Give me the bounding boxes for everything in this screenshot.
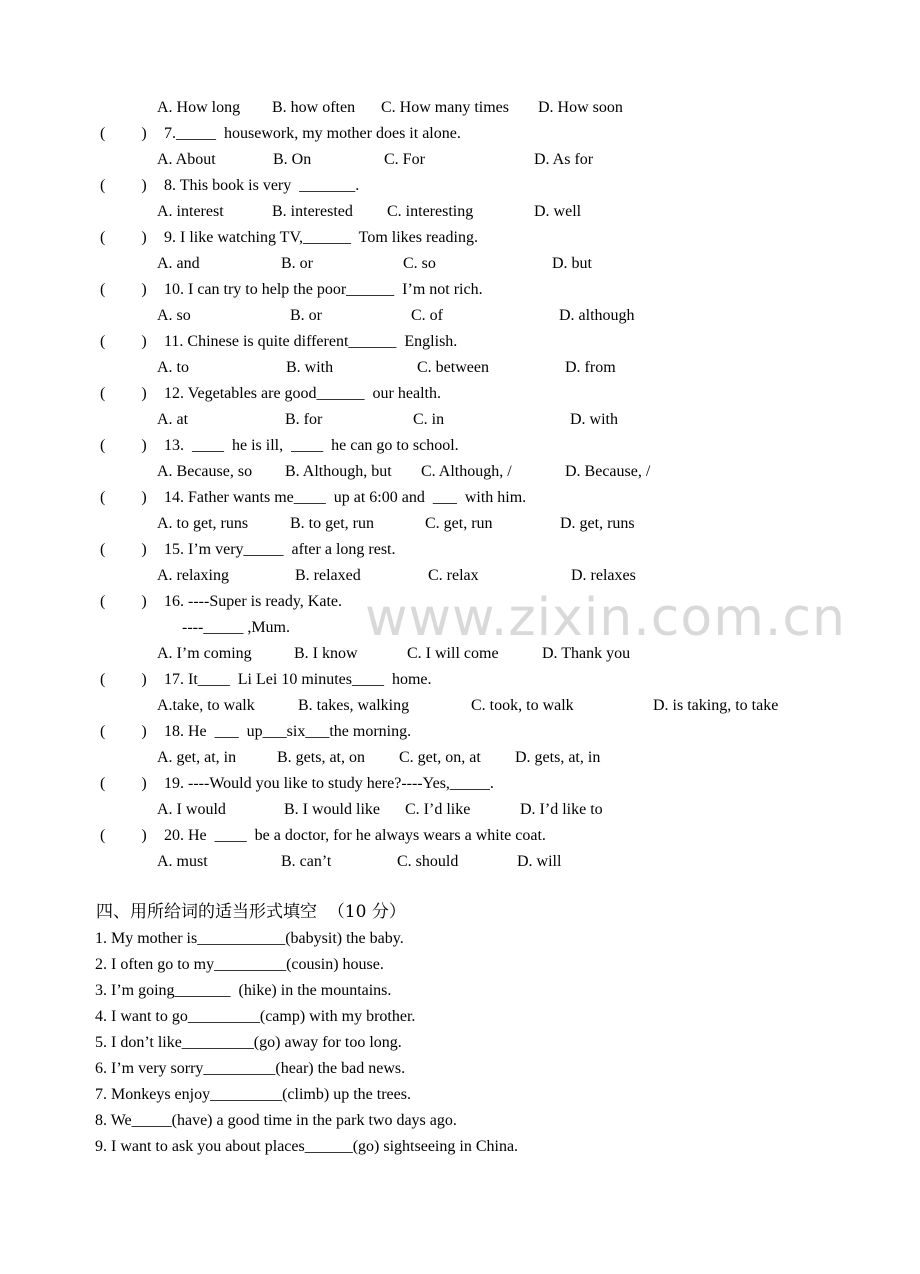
option-q16-c: C. I will come xyxy=(407,645,499,662)
option-q20-b: B. can’t xyxy=(281,853,332,870)
option-q13-a: A. Because, so xyxy=(157,463,253,480)
answer-paren: ( ) xyxy=(100,333,147,350)
option-q8-a: A. interest xyxy=(157,203,224,220)
option-q13-c: C. Although, / xyxy=(421,463,512,480)
question-10-stem: 10. I can try to help the poor______ I’m not rich. xyxy=(164,281,483,298)
option-q15-a: A. relaxing xyxy=(157,567,229,584)
option-q12-d: D. with xyxy=(570,411,618,428)
option-q17-a: A.take, to walk xyxy=(157,697,255,714)
option-q20-d: D. will xyxy=(517,853,562,870)
option-q10-c: C. of xyxy=(411,307,443,324)
question-18-stem: 18. He ___ up___six___the morning. xyxy=(164,723,412,740)
answer-paren: ( ) xyxy=(100,593,147,610)
option-q12-a: A. at xyxy=(157,411,189,428)
option-q7-c: C. For xyxy=(384,151,425,168)
option-q13-b: B. Although, but xyxy=(285,463,392,480)
fill-item-5: 5. I don’t like_________(go) away for too long. xyxy=(95,1034,402,1051)
option-q10-b: B. or xyxy=(290,307,322,324)
option-q9-d: D. but xyxy=(552,255,592,272)
question-14-stem: 14. Father wants me____ up at 6:00 and ___ with him. xyxy=(164,489,527,506)
option-q18-c: C. get, on, at xyxy=(399,749,481,766)
option-q6-c: C. How many times xyxy=(381,99,509,116)
option-q17-d: D. is taking, to take xyxy=(653,697,779,714)
answer-paren: ( ) xyxy=(100,177,147,194)
option-q14-b: B. to get, run xyxy=(290,515,374,532)
question-11-stem: 11. Chinese is quite different______ English. xyxy=(164,333,458,350)
answer-paren: ( ) xyxy=(100,775,147,792)
option-q14-d: D. get, runs xyxy=(560,515,635,532)
answer-paren: ( ) xyxy=(100,489,147,506)
option-q7-b: B. On xyxy=(273,151,312,168)
option-q11-d: D. from xyxy=(565,359,616,376)
question-19-stem: 19. ----Would you like to study here?----Yes,_____. xyxy=(164,775,494,792)
section-4-heading: 四、用所给词的适当形式填空 （10 分） xyxy=(96,902,406,922)
option-q9-c: C. so xyxy=(403,255,436,272)
answer-paren: ( ) xyxy=(100,541,147,558)
question-16-stem: 16. ----Super is ready, Kate. xyxy=(164,593,343,610)
fill-item-9: 9. I want to ask you about places______(go) sightseeing in China. xyxy=(95,1138,519,1155)
answer-paren: ( ) xyxy=(100,437,147,454)
question-16-stem-line2: ----_____ ,Mum. xyxy=(182,619,290,636)
answer-paren: ( ) xyxy=(100,385,147,402)
question-8-stem: 8. This book is very _______. xyxy=(164,177,360,194)
answer-paren: ( ) xyxy=(100,671,147,688)
option-q19-c: C. I’d like xyxy=(405,801,471,818)
option-q6-a: A. How long xyxy=(157,99,241,116)
fill-item-8: 8. We_____(have) a good time in the park two days ago. xyxy=(95,1112,457,1129)
fill-item-2: 2. I often go to my_________(cousin) house. xyxy=(95,956,384,973)
fill-item-4: 4. I want to go_________(camp) with my brother. xyxy=(95,1008,416,1025)
option-q19-b: B. I would like xyxy=(284,801,380,818)
option-q15-b: B. relaxed xyxy=(295,567,361,584)
option-q15-d: D. relaxes xyxy=(571,567,636,584)
option-q7-a: A. About xyxy=(157,151,216,168)
option-q20-c: C. should xyxy=(397,853,459,870)
watermark: www.zixin.com.cn xyxy=(365,588,846,648)
option-q18-d: D. gets, at, in xyxy=(515,749,601,766)
option-q14-c: C. get, run xyxy=(425,515,493,532)
option-q17-b: B. takes, walking xyxy=(298,697,410,714)
option-q16-d: D. Thank you xyxy=(542,645,631,662)
option-q19-a: A. I would xyxy=(157,801,226,818)
option-q8-b: B. interested xyxy=(272,203,353,220)
question-13-stem: 13. ____ he is ill, ____ he can go to school. xyxy=(164,437,459,454)
fill-item-6: 6. I’m very sorry_________(hear) the bad news. xyxy=(95,1060,406,1077)
option-q9-a: A. and xyxy=(157,255,200,272)
option-q16-a: A. I’m coming xyxy=(157,645,252,662)
option-q15-c: C. relax xyxy=(428,567,479,584)
option-q11-a: A. to xyxy=(157,359,189,376)
question-9-stem: 9. I like watching TV,______ Tom likes reading. xyxy=(164,229,478,246)
option-q20-a: A. must xyxy=(157,853,208,870)
option-q16-b: B. I know xyxy=(294,645,358,662)
option-q8-d: D. well xyxy=(534,203,582,220)
option-q18-b: B. gets, at, on xyxy=(277,749,365,766)
option-q10-d: D. although xyxy=(559,307,635,324)
option-q13-d: D. Because, / xyxy=(565,463,651,480)
answer-paren: ( ) xyxy=(100,125,147,142)
question-15-stem: 15. I’m very_____ after a long rest. xyxy=(164,541,396,558)
fill-item-7: 7. Monkeys enjoy_________(climb) up the trees. xyxy=(95,1086,411,1103)
question-20-stem: 20. He ____ be a doctor, for he always wears a white coat. xyxy=(164,827,546,844)
option-q7-d: D. As for xyxy=(534,151,594,168)
option-q12-c: C. in xyxy=(413,411,445,428)
option-q14-a: A. to get, runs xyxy=(157,515,249,532)
option-q11-b: B. with xyxy=(286,359,334,376)
option-q17-c: C. took, to walk xyxy=(471,697,574,714)
question-12-stem: 12. Vegetables are good______ our health. xyxy=(164,385,441,402)
question-17-stem: 17. It____ Li Lei 10 minutes____ home. xyxy=(164,671,432,688)
option-q10-a: A. so xyxy=(157,307,191,324)
answer-paren: ( ) xyxy=(100,827,147,844)
answer-paren: ( ) xyxy=(100,229,147,246)
option-q9-b: B. or xyxy=(281,255,313,272)
option-q8-c: C. interesting xyxy=(387,203,474,220)
option-q12-b: B. for xyxy=(285,411,323,428)
option-q18-a: A. get, at, in xyxy=(157,749,237,766)
question-7-stem: 7._____ housework, my mother does it alone. xyxy=(164,125,461,142)
option-q6-b: B. how often xyxy=(272,99,356,116)
option-q11-c: C. between xyxy=(417,359,489,376)
option-q6-d: D. How soon xyxy=(538,99,623,116)
answer-paren: ( ) xyxy=(100,723,147,740)
fill-item-1: 1. My mother is___________(babysit) the baby. xyxy=(95,930,404,947)
answer-paren: ( ) xyxy=(100,281,147,298)
option-q19-d: D. I’d like to xyxy=(520,801,603,818)
fill-item-3: 3. I’m going_______ (hike) in the mountains. xyxy=(95,982,392,999)
